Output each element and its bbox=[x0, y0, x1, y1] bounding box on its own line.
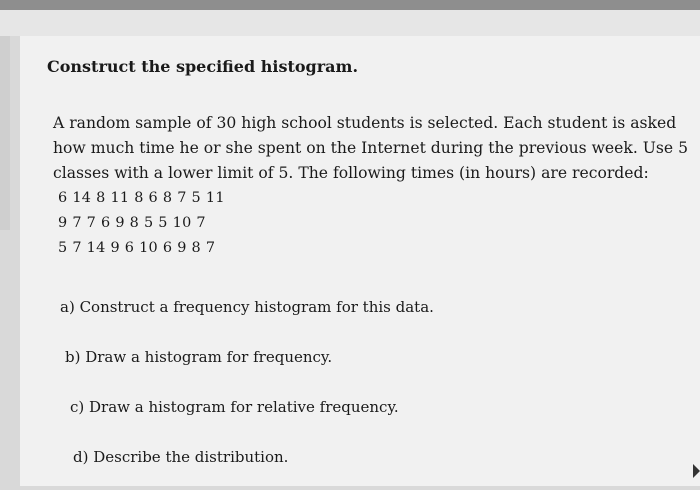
problem-text: A random sample of 30 high school students is selected. Each student is asked how much time he or she spent on the Internet during the previous week. Use 5 classes with a lower limit of 5. The following times (in hours) are recorded: bbox=[53, 114, 689, 182]
question-panel bbox=[20, 36, 700, 486]
data-line: 5 7 14 9 6 10 6 9 8 7 bbox=[58, 240, 216, 256]
question-d: d) Describe the distribution. bbox=[73, 448, 289, 466]
left-edge bbox=[0, 36, 10, 230]
problem-statement bbox=[53, 111, 693, 261]
question-c: c) Draw a histogram for relative frequency. bbox=[70, 398, 399, 416]
question-a: a) Construct a frequency histogram for this data. bbox=[60, 298, 434, 316]
pointer-arrow-icon bbox=[693, 464, 700, 478]
question-b: b) Draw a histogram for frequency. bbox=[65, 348, 333, 366]
window-top-bar bbox=[0, 0, 700, 10]
window-top-strip bbox=[0, 10, 700, 36]
data-line: 6 14 8 11 8 6 8 7 5 11 bbox=[58, 190, 225, 206]
data-line: 9 7 7 6 9 8 5 5 10 7 bbox=[58, 215, 206, 231]
question-title: Construct the specified histogram. bbox=[47, 57, 359, 76]
